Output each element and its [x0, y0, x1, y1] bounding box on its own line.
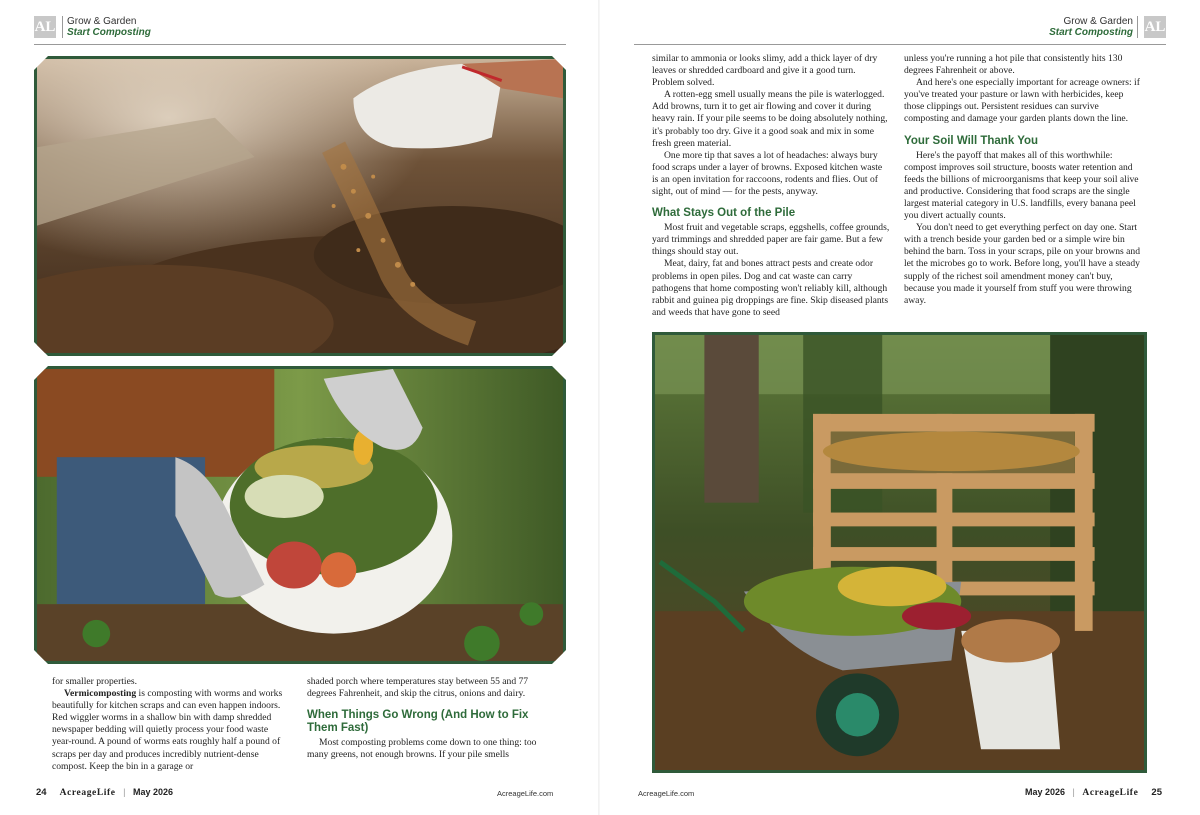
- vermicomposting-text: is composting with worms and works beautifully for kitchen scraps and can even happen indoors. Red wiggler worms in a shallow bin with damp shredded newspaper bedding will quietly process your food waste year-round. A pound of worms eats roughly half a pound of scraps per day and produces incredibly nutrient-dense compost. Keep the bin in a garage or: [52, 688, 283, 772]
- header-rule: [34, 44, 566, 45]
- section-label: Grow & Garden: [67, 16, 137, 27]
- page-number: 25: [1151, 787, 1162, 798]
- footer-right: [1025, 787, 1162, 798]
- issue-date: May 2026: [1024, 787, 1065, 797]
- vermicomposting-term: Vermicomposting: [64, 688, 137, 700]
- footer-url[interactable]: AcreageLife.com: [497, 789, 554, 798]
- right-col1: [652, 53, 890, 319]
- subsection-label: Start Composting: [67, 27, 151, 38]
- paragraph: Meat, dairy, fat and bones attract pests and create odor problems in open piles. Dog and cat waste can carry pathogens that home composting won't reliably kill, although rabbit and guinea pig droppings are fine. Skip diseased plants and weeds that have gone to seed: [652, 258, 889, 318]
- footer-url[interactable]: AcreageLife.com: [638, 789, 695, 798]
- section-heading: When Things Go Wrong (And How to Fix Them Fast): [307, 709, 529, 735]
- paragraph: One more tip that saves a lot of headaches: always bury food scraps under a layer of browns. Exposed kitchen waste is an open invitation for raccoons, rodents and flies. Out of sight, out of mind — for the pests, anyway.: [652, 149, 883, 198]
- section-heading: What Stays Out of the Pile: [652, 207, 796, 220]
- photo-bucket-kitchen-scraps: [34, 366, 566, 664]
- right-page: [600, 0, 1200, 815]
- paragraph: Most fruit and vegetable scraps, eggshells, coffee grounds, yard trimmings and shredded paper are fair game. But a few things should stay out.: [652, 222, 890, 258]
- paragraph: unless you're running a hot pile that consistently hits 130 degrees Fahrenheit or above.: [904, 53, 1123, 77]
- subsection-label: Start Composting: [1049, 27, 1133, 38]
- vermicomposting-paragraph: [52, 688, 288, 773]
- photo-compost-bin-wheelbarrow: [652, 332, 1147, 773]
- paragraph: similar to ammonia or looks slimy, add a thick layer of dry leaves or shredded cardboard and give it a good turn. Problem solved.: [652, 53, 878, 89]
- magazine-name: AcreageLife: [1082, 788, 1139, 798]
- page-number: 24: [36, 787, 47, 798]
- paragraph: And here's one especially important for acreage owners: if you've treated your pasture or lawn with herbicides, keep those clippings out. Persistent residues can survive composting and damage your garden plants down the line.: [904, 77, 1140, 125]
- al-logo-icon: AL: [34, 16, 56, 38]
- footer-separator: |: [1072, 787, 1075, 797]
- paragraph: A rotten-egg smell usually means the pile is waterlogged. Add browns, turn it to get air flowing and cover it during heavy rain. If your pile seems to be doing absolutely nothing, it's probably too dry. Give it a good soak and mix in some fresh green material.: [652, 89, 888, 149]
- paragraph: shaded porch where temperatures stay between 55 and 77 degrees Fahrenheit, and skip the citrus, onions and dairy.: [307, 676, 529, 700]
- footer-separator: |: [123, 787, 126, 797]
- text-continuation: for smaller properties.: [52, 676, 137, 687]
- running-header-left: [62, 16, 151, 38]
- al-logo-icon: AL: [1144, 16, 1166, 38]
- section-label: Grow & Garden: [1063, 16, 1133, 27]
- paragraph: Most composting problems come down to one thing: too many greens, not enough browns. If your pile smells: [307, 737, 537, 761]
- left-bottom-col1: [52, 676, 288, 773]
- issue-date: May 2026: [133, 787, 174, 797]
- footer-left: [36, 787, 173, 798]
- paragraph: Here's the payoff that makes all of this worthwhile: compost improves soil structure, boosts water retention and feeds the billions of microorganisms that keep your soil alive and productive. Considering that food scraps are the single largest material category in U.S. landfills, every banana peel you divert actually counts.: [904, 149, 1139, 222]
- running-header-right: [1049, 16, 1138, 38]
- magazine-name: AcreageLife: [59, 788, 116, 798]
- left-bottom-col2: [307, 676, 547, 761]
- photo-hand-sprinkling-browns: [34, 56, 566, 356]
- header-rule: [634, 44, 1166, 45]
- right-col2: [904, 53, 1144, 307]
- paragraph: You don't need to get everything perfect on day one. Start with a trench beside your garden bed or a simple wire bin behind the barn. Toss in your scraps, pile on your browns and let the microbes go to work. Before long, you'll have a steady supply of the richest soil amendment money can't buy, because you made it yourself from stuff you were throwing away.: [904, 222, 1141, 306]
- section-heading: Your Soil Will Thank You: [904, 134, 1039, 147]
